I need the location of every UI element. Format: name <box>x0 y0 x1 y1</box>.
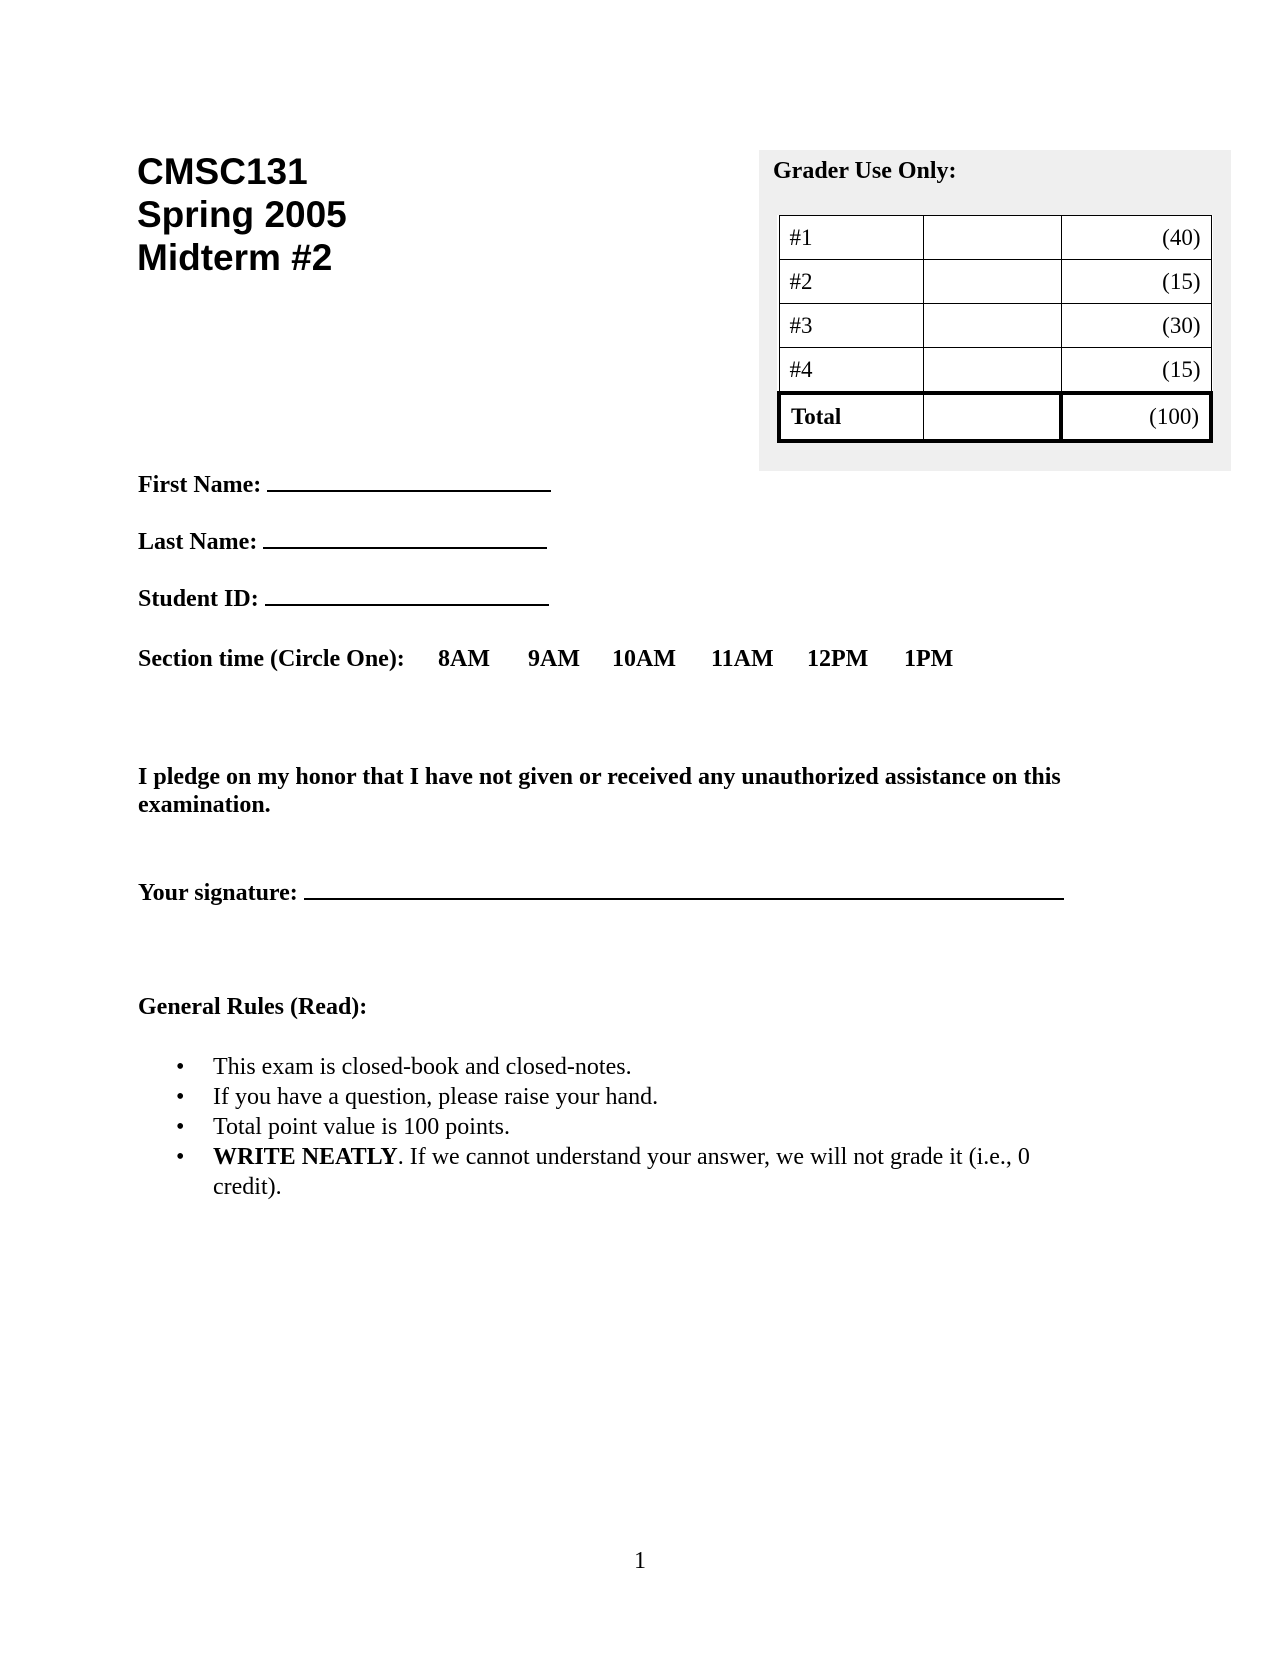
grader-table <box>777 215 1213 443</box>
points-label: (30) <box>1061 304 1211 348</box>
page-number: 1 <box>634 1548 646 1574</box>
student-id-line[interactable] <box>265 584 549 606</box>
score-cell <box>924 304 1062 348</box>
last-name-line[interactable] <box>263 527 547 549</box>
signature-field <box>138 878 1064 907</box>
student-id-field <box>138 584 549 613</box>
rule-item <box>138 1112 1098 1142</box>
first-name-field <box>138 470 551 499</box>
points-label: (15) <box>1061 260 1211 304</box>
score-cell <box>924 260 1062 304</box>
section-option-10am[interactable]: 10AM <box>612 646 676 672</box>
rule-emphasis: WRITE NEATLY <box>213 1144 398 1170</box>
points-label: (15) <box>1061 348 1211 394</box>
section-time-row <box>138 646 954 673</box>
exam-title <box>137 150 347 279</box>
rule-text: Total point value is 100 points. <box>213 1114 510 1140</box>
section-time-label: Section time (Circle One): <box>138 646 405 672</box>
rule-item <box>138 1142 1098 1202</box>
score-cell <box>924 348 1062 394</box>
rule-text: If you have a question, please raise your hand. <box>213 1084 659 1110</box>
section-option-11am[interactable]: 11AM <box>711 646 774 672</box>
question-label: #4 <box>779 348 924 394</box>
bullet-icon: • <box>176 1054 185 1080</box>
points-label: (40) <box>1061 216 1211 260</box>
grader-heading: Grader Use Only: <box>773 158 957 184</box>
rule-item <box>138 1052 1098 1082</box>
total-score-cell <box>924 393 1062 441</box>
exam-name: Midterm #2 <box>137 237 333 278</box>
question-label: #3 <box>779 304 924 348</box>
student-id-label: Student ID: <box>138 586 259 612</box>
last-name-field <box>138 527 547 556</box>
total-label: Total <box>779 393 924 441</box>
rules-list <box>138 1052 1098 1202</box>
honor-pledge: I pledge on my honor that I have not given or received any unauthorized assistance on this examination. <box>138 764 1061 818</box>
section-option-1pm[interactable]: 1PM <box>904 646 954 672</box>
signature-line[interactable] <box>304 878 1064 900</box>
grader-row <box>779 216 1211 260</box>
section-option-12pm[interactable]: 12PM <box>807 646 869 672</box>
course-code: CMSC131 <box>137 151 308 192</box>
question-label: #2 <box>779 260 924 304</box>
total-points: (100) <box>1061 393 1211 441</box>
score-cell <box>924 216 1062 260</box>
grader-total-row <box>779 393 1211 441</box>
bullet-icon: • <box>176 1084 185 1110</box>
section-option-8am[interactable]: 8AM <box>438 646 490 672</box>
grader-row <box>779 260 1211 304</box>
question-label: #1 <box>779 216 924 260</box>
grader-row <box>779 348 1211 394</box>
section-option-9am[interactable]: 9AM <box>528 646 580 672</box>
rule-text: . If we cannot understand your answer, we will not grade it (i.e., 0 credit). <box>213 1144 1030 1200</box>
grader-box <box>759 150 1231 471</box>
bullet-icon: • <box>176 1144 185 1170</box>
bullet-icon: • <box>176 1114 185 1140</box>
first-name-line[interactable] <box>267 470 551 492</box>
rule-item <box>138 1082 1098 1112</box>
grader-row <box>779 304 1211 348</box>
first-name-label: First Name: <box>138 472 262 498</box>
signature-label: Your signature: <box>138 880 298 906</box>
rule-text: This exam is closed-book and closed-notes. <box>213 1054 632 1080</box>
exam-term: Spring 2005 <box>137 194 347 235</box>
rules-heading: General Rules (Read): <box>138 994 368 1020</box>
last-name-label: Last Name: <box>138 529 258 555</box>
